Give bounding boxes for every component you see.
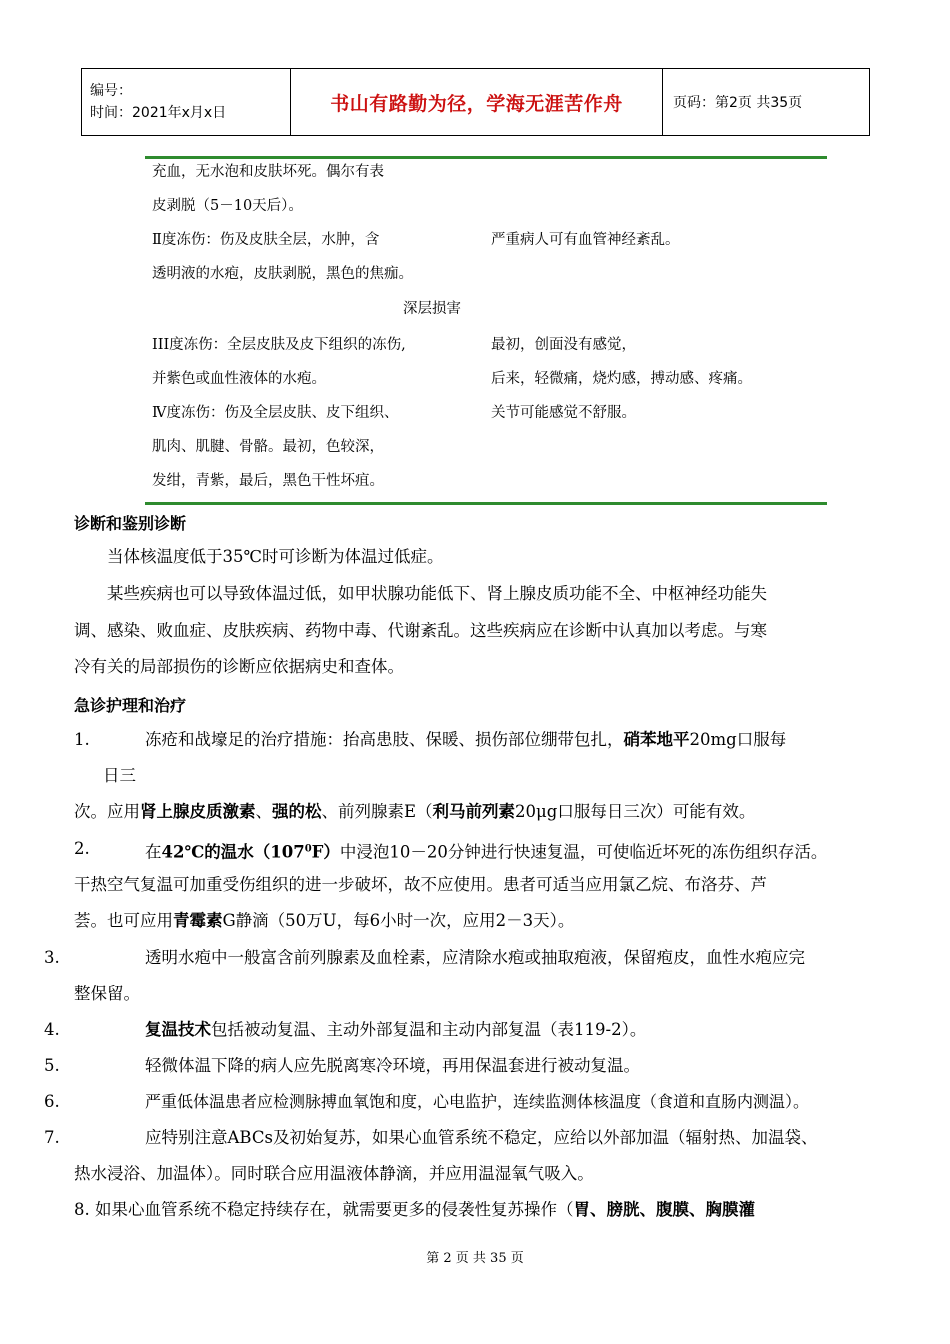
header-page-info: 页码：第2页 共35页 (663, 69, 870, 136)
diagnosis-paragraph-2b: 调、感染、败血症、皮肤疾病、药物中毒、代谢紊乱。这些疾病应在诊断中认真加以考虑。与寒 (74, 621, 767, 640)
serial-label: 编号： (90, 83, 132, 99)
item-2-line-1: 在42℃的温水$(107^0F)$中浸泡10－20分钟进行快速复温，可使临近坏死的冻伤组织存活。 (145, 842, 828, 862)
item-8-line-1: 8. 如果心血管系统不稳定持续存在，就需要更多的侵袭性复苏操作（胃、膀胱、腹膜、胸膜灌 (74, 1200, 755, 1219)
table-right-line-6: 后来，轻微痛，烧灼感，搏动感、疼痛。 (491, 371, 752, 387)
table-left-line-7: Ⅳ度冻伤：伤及全层皮肤、皮下组织、 (152, 405, 399, 421)
table-middle-label: 深层损害 (403, 301, 461, 317)
item-7-line-2: 热水浸浴、加温体）。同时联合应用温液体静滴，并应用温湿氧气吸入。 (74, 1164, 594, 1183)
item-1-number: 1. (74, 730, 90, 749)
page-header (81, 68, 870, 136)
item-2-number: 2. (74, 839, 90, 858)
table-left-line-8: 肌肉、肌腱、骨骼。最初，色较深， (152, 439, 384, 455)
date-label: 时间：2021年x月x日 (90, 105, 227, 121)
header-motto: 书山有路勤为径，学海无涯苦作舟 (291, 69, 663, 136)
item-6-line-1: 严重低体温患者应检测脉搏血氧饱和度，心电监护，连续监测体核温度（食道和直肠内测温）。 (145, 1092, 810, 1111)
table-left-line-1: 充血，无水泡和皮肤坏死。偶尔有表 (152, 164, 384, 180)
table-top-rule (145, 156, 827, 159)
table-bottom-rule (145, 502, 827, 505)
diagnosis-paragraph-2a: 某些疾病也可以导致体温过低，如甲状腺功能低下、肾上腺皮质功能不全、中枢神经功能失 (107, 584, 767, 603)
item-1-line-3: 次。应用肾上腺皮质激素、强的松、前列腺素E（利马前列素20μg口服每日三次）可能有效。 (74, 802, 756, 821)
table-left-line-6: 并紫色或血性液体的水疱。 (152, 371, 326, 387)
item-1-line-1: 冻疮和战壕足的治疗措施：抬高患肢、保暖、损伤部位绷带包扎，硝苯地平20mg口服每 (145, 730, 787, 749)
diagnosis-paragraph-2c: 冷有关的局部损伤的诊断应依据病史和查体。 (74, 657, 404, 676)
table-left-line-9: 发绀，青紫，最后，黑色干性坏疽。 (152, 473, 384, 489)
table-right-line-3: 严重病人可有血管神经紊乱。 (491, 232, 680, 248)
item-3-number: 3. (44, 948, 60, 967)
diagnosis-paragraph-1: 当体核温度低于35℃时可诊断为体温过低症。 (107, 547, 444, 566)
item-7-line-1: 应特别注意ABCs及初始复苏，如果心血管系统不稳定，应给以外部加温（辐射热、加温袋、 (145, 1128, 818, 1147)
table-right-line-5: 最初，创面没有感觉， (491, 337, 636, 353)
table-right-line-7: 关节可能感觉不舒服。 (491, 405, 636, 421)
diagnosis-heading: 诊断和鉴别诊断 (74, 514, 187, 533)
table-left-line-4: 透明液的水疱，皮肤剥脱，黑色的焦痂。 (152, 266, 413, 282)
item-6-number: 6. (44, 1092, 60, 1111)
item-4-number: 4. (44, 1020, 60, 1039)
table-left-line-3: Ⅱ度冻伤：伤及皮肤全层，水肿，含 (152, 232, 380, 248)
table-left-line-5: III度冻伤：全层皮肤及皮下组织的冻伤, (152, 337, 406, 353)
table-left-line-2: 皮剥脱（5－10天后）。 (152, 198, 303, 214)
item-4-line-1: 复温技术包括被动复温、主动外部复温和主动内部复温（表119-2）。 (145, 1020, 647, 1039)
item-7-number: 7. (44, 1128, 60, 1147)
item-5-number: 5. (44, 1056, 60, 1075)
treatment-heading: 急诊护理和治疗 (74, 696, 187, 715)
page-footer: 第 2 页 共 35 页 (426, 1251, 524, 1266)
item-3-line-2: 整保留。 (74, 984, 140, 1003)
item-2-line-3: 荟。也可应用青霉素G静滴（50万U，每6小时一次，应用2－3天）。 (74, 911, 575, 930)
item-1-line-2: 日三 (103, 766, 136, 785)
item-2-line-2: 干热空气复温可加重受伤组织的进一步破坏，故不应使用。患者可适当应用氯乙烷、布洛芬、芦 (74, 875, 767, 894)
item-3-line-1: 透明水疱中一般富含前列腺素及血栓素，应清除水疱或抽取疱液，保留疱皮，血性水疱应完 (145, 948, 805, 967)
item-5-line-1: 轻微体温下降的病人应先脱离寒冷环境，再用保温套进行被动复温。 (145, 1056, 640, 1075)
header-meta (82, 69, 291, 136)
